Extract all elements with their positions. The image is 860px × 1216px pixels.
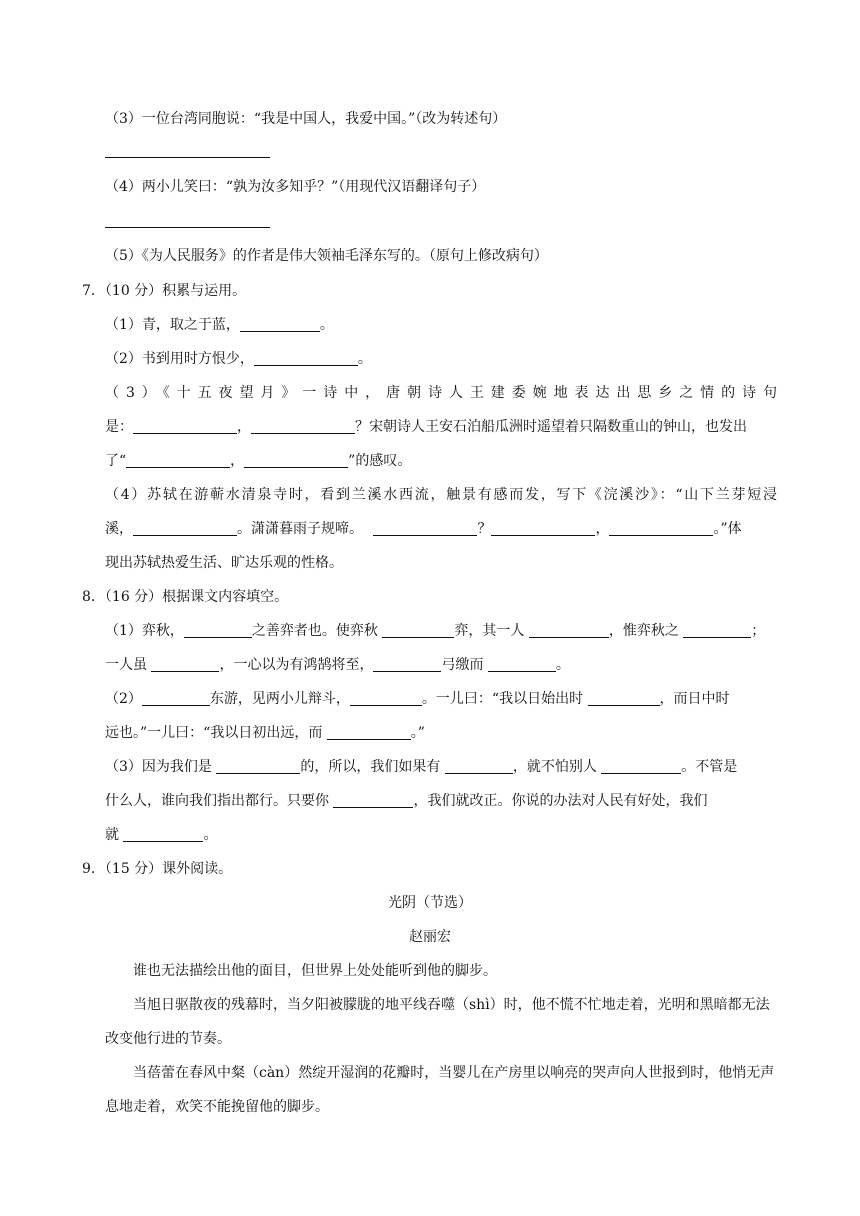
passage-author: 赵丽宏 (409, 929, 451, 945)
fill-blank[interactable] (133, 419, 237, 434)
passage-paragraph-2: 当旭日驱散夜的残幕时，当夕阳被朦胧的地平线吞噬（shì）时，他不慌不忙地走着，光明和黑暗都无法改变他行进的节奏。 (105, 997, 770, 1047)
q8-line-6: 什么人，谁向我们指出都行。只要你 ，我们就改正。你说的办法对人民有好处，我们 (105, 793, 708, 809)
q7-line-1-text: （1）青，取之于蓝， (105, 317, 240, 333)
fill-blank[interactable] (588, 691, 660, 706)
q8-line-3: （2） 东游，见两小儿辩斗， 。一儿曰：“我以日始出时 ，而日中时 (105, 691, 730, 707)
q8-heading: 8．（16 分）根据课文内容填空。 (82, 589, 289, 605)
passage-paragraph-3: 当蓓蕾在春风中粲（càn）然绽开湿润的花瓣时，当婴儿在产房里以响亮的哭声向人世报到时，他悄无声息地走着，欢笑不能挽留他的脚步。 (105, 1065, 775, 1115)
q7-line-4c: 现出苏轼热爱生活、旷达乐观的性格。 (105, 555, 343, 571)
q6-item-4: （4）两小儿笑曰：“孰为汝多知乎？”（用现代汉语翻译句子） (105, 179, 486, 195)
fill-blank[interactable] (151, 657, 219, 672)
fill-blank[interactable] (683, 623, 751, 638)
fill-blank[interactable] (240, 317, 320, 332)
q7-line-3c: 了“ ， ”的感叹。 (105, 453, 412, 469)
fill-blank[interactable] (382, 623, 454, 638)
q7-line-3b: 是： ， ？宋朝诗人王安石泊船瓜洲时遥望着只隔数重山的钟山，也发出 (105, 419, 747, 435)
fill-blank[interactable] (491, 521, 595, 536)
q7-heading: 7．（10 分）积累与运用。 (82, 283, 247, 299)
q6-item-5: （5）《为人民服务》的作者是伟大领袖毛泽东写的。（原句上修改病句） (105, 248, 548, 264)
fill-blank[interactable] (373, 657, 441, 672)
q8-line-2: 一人虽 ，一心以为有鸿鹄将至， 弓缴而 。 (105, 657, 570, 673)
fill-blank[interactable] (529, 623, 609, 638)
fill-blank[interactable] (609, 521, 713, 536)
fill-blank[interactable] (133, 521, 237, 536)
fill-blank[interactable] (216, 759, 300, 774)
fill-blank[interactable] (333, 793, 413, 808)
fill-blank[interactable] (251, 419, 355, 434)
q7-line-2: （2）书到用时方恨少， 。 (105, 351, 372, 367)
q7-line-1: （1）青，取之于蓝， 。 (105, 317, 334, 333)
fill-blank[interactable] (488, 657, 556, 672)
fill-blank[interactable] (184, 623, 252, 638)
fill-blank[interactable] (244, 453, 348, 468)
q6-item-3-answer-line (105, 157, 270, 158)
fill-blank[interactable] (373, 521, 477, 536)
passage-title: 光阴（节选） (388, 895, 472, 911)
fill-blank[interactable] (601, 759, 681, 774)
q8-line-5: （3）因为我们是 的，所以，我们如果有 ，就不怕别人 。不管是 (105, 759, 738, 775)
fill-blank[interactable] (350, 691, 422, 706)
q9-heading: 9．（15 分）课外阅读。 (82, 861, 233, 877)
q7-line-3: （3）《十五夜望月》一诗中，唐朝诗人王建委婉地表达出思乡之情的诗句 (105, 385, 777, 401)
q7-line-4b: 溪， 。潇潇暮雨子规啼。 ？ ， 。”体 (105, 521, 742, 537)
q8-line-1: （1）弈秋， 之善弈者也。使弈秋 弈，其一人 ，惟弈秋之 ； (105, 623, 766, 639)
fill-blank[interactable] (327, 725, 411, 740)
q7-line-4: （4）苏轼在游蕲水清泉寺时，看到兰溪水西流，触景有感而发，写下《浣溪沙》：“山下兰芽短浸 (105, 487, 777, 503)
q8-line-7: 就 。 (105, 827, 218, 843)
q7-line-2-text: （2）书到用时方恨少， (105, 351, 254, 367)
passage-paragraph-1: 谁也无法描绘出他的面目，但世界上处处能听到他的脚步。 (133, 963, 497, 979)
fill-blank[interactable] (126, 453, 230, 468)
fill-blank[interactable] (123, 827, 203, 842)
q6-item-3: （3）一位台湾同胞说：“我是中国人，我爱中国。”（改为转述句） (105, 111, 507, 127)
fill-blank[interactable] (445, 759, 513, 774)
q6-item-4-answer-line (105, 227, 270, 228)
q8-line-4: 远也。”一儿曰：“我以日初出远，而 。” (105, 725, 425, 741)
fill-blank[interactable] (254, 351, 358, 366)
fill-blank[interactable] (142, 691, 210, 706)
